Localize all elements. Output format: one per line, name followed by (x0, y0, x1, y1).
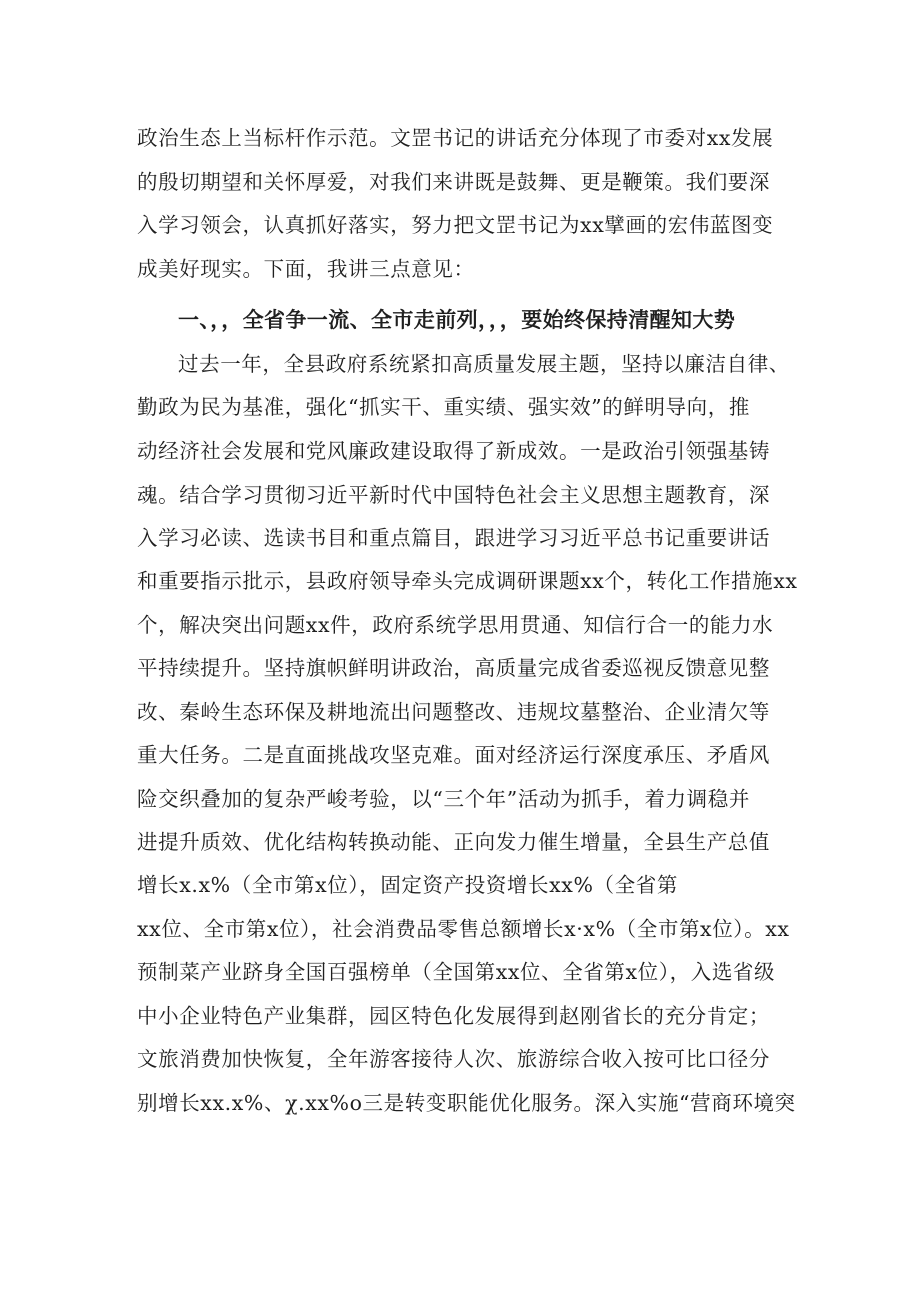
text-line: 文旅消费加快恢复，全年游客接待人次、旅游综合收入按可比口径分 (137, 1047, 770, 1071)
text-line: 魂。结合学习贯彻习近平新时代中国特色社会主义思想主题教育，深 (137, 483, 770, 507)
text-line: 险交织叠加的复杂严峻考验，以“三个年”活动为抓手，着力调稳并 (137, 787, 750, 811)
text-line: 政治生态上当标杆作示范。文罡书记的讲话充分体现了市委对xx发展 (137, 126, 774, 150)
text-line: 过去一年，全县政府系统紧扣高质量发展主题，坚持以廉洁自律、 (178, 352, 790, 376)
text-line: 勤政为民为基准，强化“抓实干、重实绩、强实效”的鲜明导向，推 (137, 395, 750, 419)
section-heading: 一、，，全省争一流、全市走前列，，，要始终保持清醒知大势 (178, 308, 736, 332)
text-line: 中小企业特色产业集群，园区特色化发展得到赵刚省长的充分肯定； (137, 1004, 770, 1028)
text-line: 增长x.x%（全市第x位），固定资产投资增长xx%（全省第 (137, 873, 678, 897)
text-line: 成美好现实。下面，我讲三点意见： (137, 257, 475, 281)
text-line: xx位、全市第x位），社会消费品零售总额增长x·x%（全市第x位）。xx (137, 917, 790, 941)
text-line: 别增长xx.x%、χ.xx%o三是转变职能优化服务。深入实施“营商环境突 (137, 1091, 796, 1115)
text-line: 动经济社会发展和党风廉政建设取得了新成效。一是政治引领强基铸 (137, 439, 770, 463)
text-line: 个，解决突出问题xx件，政府系统学思用贯通、知信行合一的能力水 (137, 613, 774, 637)
text-line: 进提升质效、优化结构转换动能、正向发力催生增量，全县生产总值 (137, 830, 770, 854)
text-line: 入学习必读、选读书目和重点篇目，跟进学习习近平总书记重要讲话 (137, 526, 770, 550)
text-line: 入学习领会，认真抓好落实，努力把文罡书记为xx擘画的宏伟蓝图变 (137, 213, 774, 237)
text-line: 预制菜产业跻身全国百强榜单（全国第xx位、全省第x位），入选省级 (137, 960, 776, 984)
text-line: 改、秦岭生态环保及耕地流出问题整改、违规坟墓整治、企业清欠等 (137, 700, 770, 724)
text-line: 的殷切期望和关怀厚爱，对我们来讲既是鼓舞、更是鞭策。我们要深 (137, 170, 770, 194)
text-line: 平持续提升。坚持旗帜鲜明讲政治，高质量完成省委巡视反馈意见整 (137, 656, 770, 680)
text-line: 重大任务。二是直面挑战攻坚克难。面对经济运行深度承压、矛盾风 (137, 743, 770, 767)
text-line: 和重要指示批示，县政府领导牵头完成调研课题xx个，转化工作措施xx (137, 569, 798, 593)
